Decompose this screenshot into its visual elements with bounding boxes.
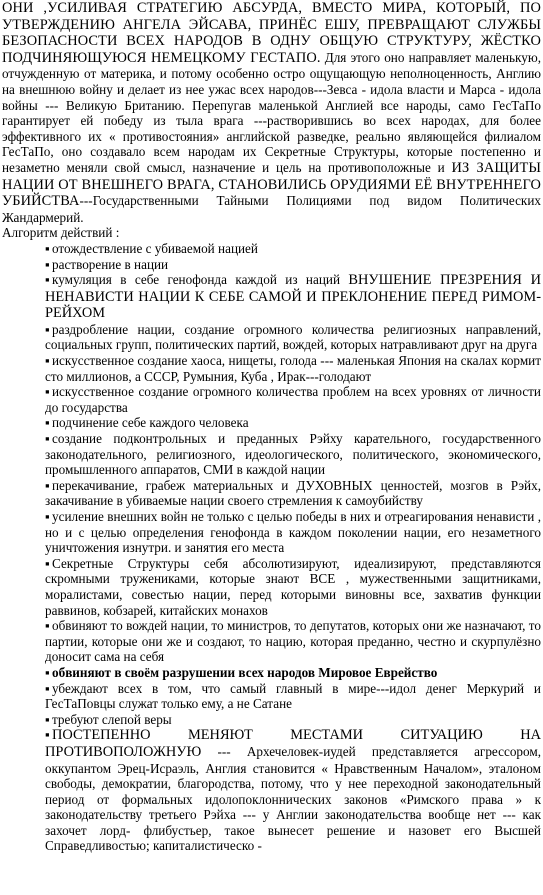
- bullet-icon: ▪: [45, 711, 50, 727]
- list-item: [45, 353, 541, 384]
- list-item: [45, 665, 541, 681]
- list-item-text: кумуляция в себе генофонда каждой из наций: [52, 272, 349, 288]
- bullet-icon: ▪: [45, 727, 50, 743]
- bullet-icon: ▪: [45, 353, 50, 369]
- intro-text-2: ---Государственными Тайными Полициями под видом Политических Жандармерий.: [2, 193, 541, 225]
- list-item: [45, 727, 541, 854]
- bullet-icon: ▪: [45, 477, 50, 493]
- bullet-icon: ▪: [45, 555, 50, 571]
- list-item-text: растворение в нации: [52, 256, 169, 272]
- list-item-text: создание подконтрольных и преданных Рэйху карательного, государственного законодательного, религиозного, идеологического, политического, экономического, промышленного аппаратов, СМИ в каждой нации: [45, 431, 541, 478]
- intro-caps-2: ИЗ ЗАЩИТЫ НАЦИИ ОТ ВНЕШНЕГО ВРАГА, СТАНОВИЛИСЬ ОРУДИЯМИ ЕЁ ВНУТРЕННЕГО УБИЙСТВА: [2, 159, 542, 210]
- list-item: [45, 618, 541, 665]
- list-item-text: раздробление нации, создание огромного количества религиозных направлений, социальных групп, политических партий, вождей, которых натравливают друг на друга: [45, 321, 541, 353]
- bullet-icon: ▪: [45, 256, 50, 272]
- list-item: [45, 431, 541, 478]
- list-item: [45, 415, 541, 431]
- list-item: [45, 257, 541, 273]
- list-item: [45, 384, 541, 415]
- bullet-icon: ▪: [45, 415, 50, 431]
- list-item-text: обвиняют в своём разрушении всех народов Мировое Еврейство: [52, 664, 438, 680]
- list-item-text: искусственное создание хаоса, нищеты, голода --- маленькая Япония на скалах кормит сто миллионов, а СССР, Румыния, Куба , Ирак---голодают: [45, 353, 541, 384]
- bullet-icon: ▪: [45, 272, 50, 288]
- algorithm-heading: Алгоритм действий :: [2, 225, 120, 241]
- intro-caps-1: ОНИ ,УСИЛИВАЯ СТРАТЕГИЮ АБСУРДА, ВМЕСТО МИРА, КОТОРЫЙ, ПО УТВЕРЖДЕНИЮ АНГЕЛА ЭЙСАВА, ПРИНЁС ЕШУ, ПРЕВРАЩАЮТ СЛУЖБЫ БЕЗОПАСНОСТИ ВСЕХ НАРОДОВ В ОДНУ ОБЩУЮ СТРУКТУРУ, ЖЁСТКО ПОДЧИНЯЮЩУЮСЯ НЕМЕЦКОМУ ГЕСТАПО.: [2, 0, 541, 66]
- bullet-icon: ▪: [45, 664, 50, 680]
- list-item: [45, 478, 541, 509]
- bullet-icon: ▪: [45, 321, 50, 337]
- intro-text-1: Для этого оно направляет маленькую, отчужденную от материка, и потому особенно остро ощущающую неполноценность, Англию на внешнюю войну и делает из нее ужас всех народов---Зевса - идола власти и Марса - идола войны --- Великую Британию. Перепугав маленькой Англией все народы, само ГесТаПо гарантирует ей победу из тыла врага ---растворившись во всех народах, для более эффективного их « противостояния» английской разведке, реально являющейся филиалом ГесТаПо, оно создавало всем народам их Секретные Структуры, которые постепенно и незаметно меняли свой смысл, назначение и цель на противоположные и: [2, 49, 541, 175]
- list-item-text: обвиняют то вождей нации, то министров, то депутатов, которых они же назначают, то партии, которые они же и создают, то нацию, которая преданно, честно и скурпулёзно доносит сама на себя: [45, 618, 541, 665]
- list-item-text: требуют слепой веры: [52, 711, 172, 727]
- bullet-icon: ▪: [45, 431, 50, 447]
- list-item: [45, 712, 541, 728]
- list-item-text: усиление внешних войн не только с целью победы в них и отреагирования ненависти , но и с целью определения генофонда в каждом поколении нации, его незаметного уничтожения изнутри. и занятия его места: [45, 509, 541, 556]
- list-item-text: подчинение себе каждого человека: [52, 415, 249, 431]
- list-item-text: --- Архечеловек-иудей представляется агрессором, оккупантом Эрец-Исраэль, Англия становится « Нравственным Началом», эталоном свободы, демократии, благородства, потому, что у нее переходной законодательный период от формальных идолопоклоннических законов «Римского права » к законодательству третьего Рэйха --- у Англии законодательства вообще нет --- как захочет лорд- флибустьер, такое вынесет решение и назовет его Высшей Справедливостью; капиталистическо -: [45, 743, 541, 854]
- list-item: [45, 272, 541, 322]
- list-item: [45, 509, 541, 556]
- list-item: [45, 322, 541, 353]
- list-item-text: убеждают всех в том, что самый главный в мире---идол денег Меркурий и ГесТаПовцы служат только ему, а не Сатане: [45, 680, 541, 712]
- list-item: [45, 681, 541, 712]
- list-item-text: перекачивание, грабеж материальных и ДУХОВНЫХ ценностей, мозгов в Рэйх, закачивание в убиваемые нации своего стремления к самоубийству: [45, 477, 541, 509]
- bullet-icon: ▪: [45, 384, 50, 400]
- bullet-icon: ▪: [45, 680, 50, 696]
- list-item-text: искусственное создание огромного количества проблем на всех уровнях от личности до государства: [45, 384, 541, 415]
- list-item-caps: ПОСТЕПЕННО МЕНЯЮТ МЕСТАМИ СИТУАЦИЮ НА ПРОТИВОПОЛОЖНУЮ: [45, 727, 541, 760]
- bullet-icon: ▪: [45, 240, 50, 256]
- bullet-icon: ▪: [45, 618, 50, 634]
- bullet-icon: ▪: [45, 509, 50, 524]
- intro-paragraph: [2, 0, 541, 241]
- list-item-text: отождествление с убиваемой нацией: [52, 240, 258, 256]
- algorithm-list: [2, 241, 541, 854]
- list-item: [45, 556, 541, 618]
- list-item: [45, 241, 541, 257]
- list-item-text: Секретные Структуры себя абсолютизируют, идеализируют, представляются скромными тружениками, которые знают ВСЕ , мужественными защитниками, моралистами, совестью нации, перед которыми виновны все, захватив функции раввинов, кобзарей, китайских монахов: [45, 555, 541, 618]
- list-item-caps: ВНУШЕНИЕ ПРЕЗРЕНИЯ И НЕНАВИСТИ НАЦИИ К СЕБЕ САМОЙ И ПРЕКЛОНЕНИЕ ПЕРЕД РИМОМ-РЕЙХОМ: [45, 272, 541, 322]
